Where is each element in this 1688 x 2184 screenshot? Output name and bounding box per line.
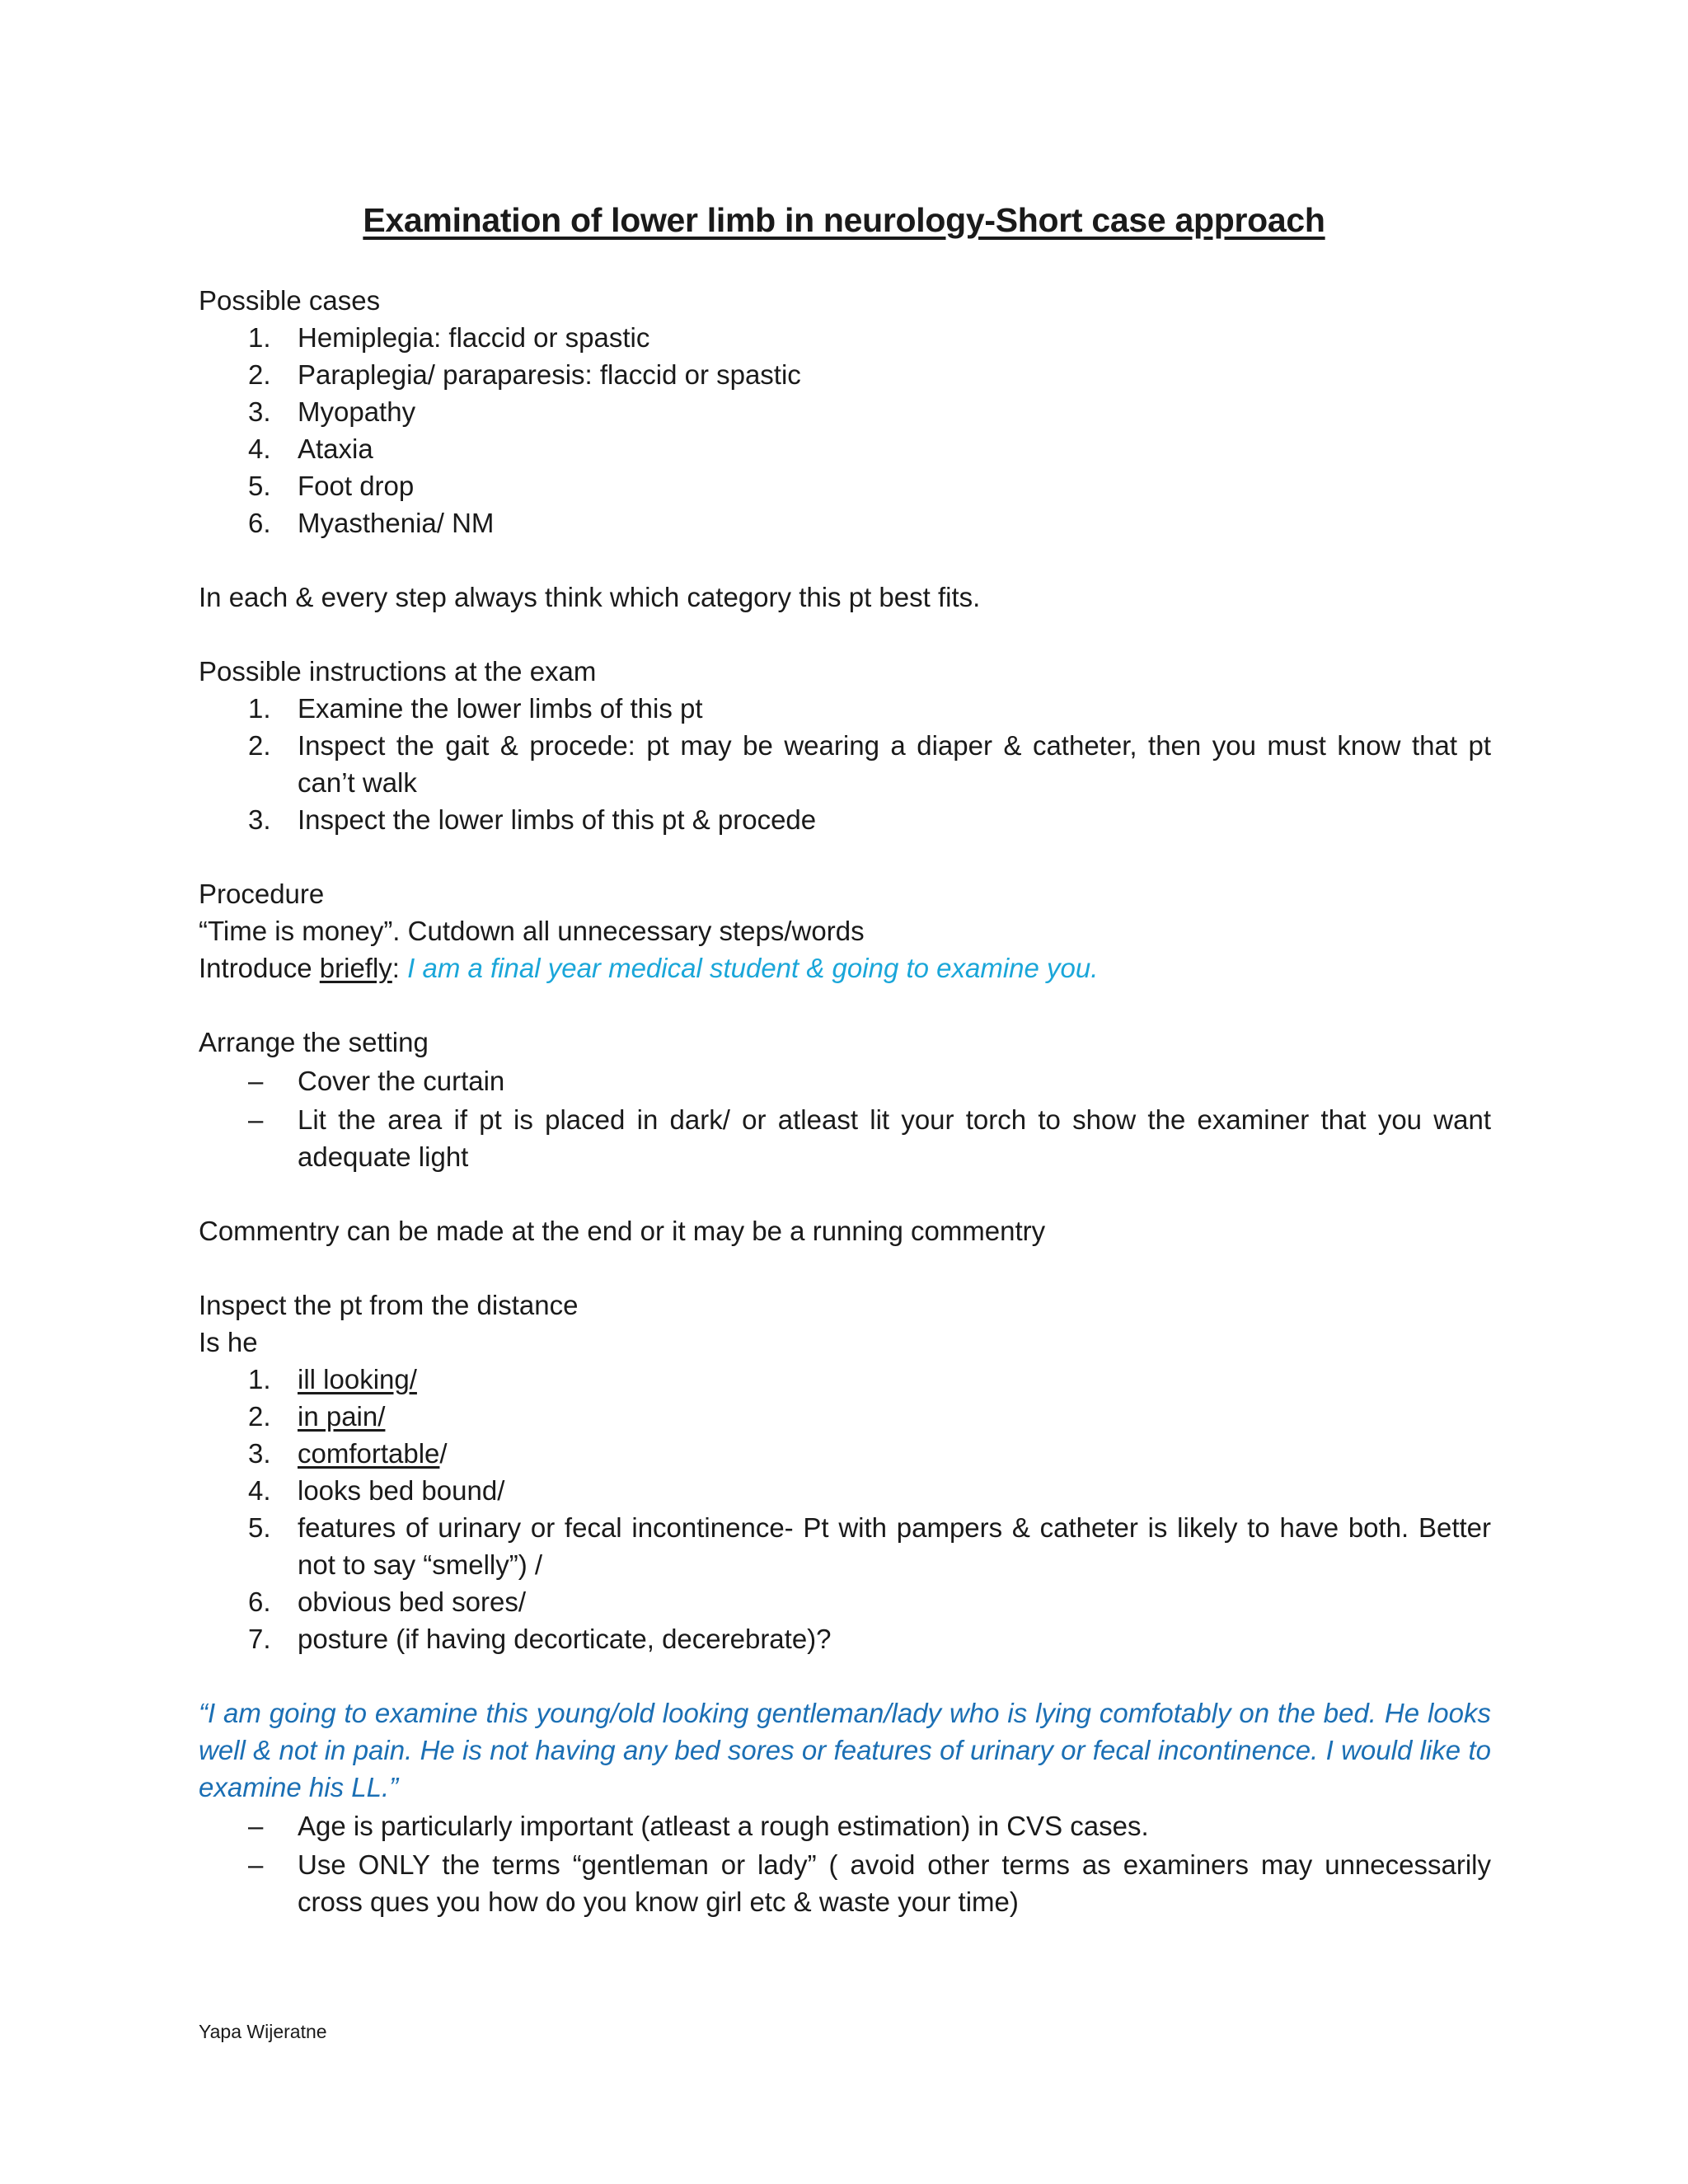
list-number: 6. <box>248 508 271 538</box>
list-item <box>199 801 1491 838</box>
list-item-text: Paraplegia/ paraparesis: flaccid or spastic <box>298 359 801 390</box>
list-item <box>199 1472 1491 1509</box>
list-item-text: Inspect the gait & procede: pt may be wearing a diaper & catheter, then you must know that pt can’t walk <box>298 730 1491 798</box>
list-item-underlined: ill looking/ <box>298 1364 417 1394</box>
list-item <box>199 1435 1491 1472</box>
list-number: 3. <box>248 396 271 427</box>
dash-bullet: – <box>248 1104 264 1135</box>
list-item-text: Ataxia <box>298 434 373 464</box>
list-item-text: Inspect the lower limbs of this pt & procede <box>298 804 817 835</box>
instructions-list <box>199 690 1491 838</box>
list-number: 2. <box>248 730 271 761</box>
list-item-text: Use ONLY the terms “gentleman or lady” ( avoid other terms as examiners may unnecessarily cross ques you how do you know girl etc & waste your time) <box>298 1849 1491 1917</box>
introduce-colon: : <box>392 953 408 983</box>
list-item <box>199 319 1491 356</box>
list-item-text: Age is particularly important (atleast a rough estimation) in CVS cases. <box>298 1811 1149 1841</box>
introduce-quote: I am a final year medical student & going to examine you. <box>407 953 1099 983</box>
introduce-prefix: Introduce <box>199 953 320 983</box>
inspect-subheading: Is he <box>199 1327 258 1357</box>
list-item-text: Myasthenia/ NM <box>298 508 495 538</box>
introduce-underlined: briefly <box>319 953 392 983</box>
model-statement: “I am going to examine this young/old looking gentleman/lady who is lying comfotably on the bed. He looks well & not in pain. He is not having any bed sores or features of urinary or fecal incontinence. I would like to examine his LL.” <box>199 1698 1491 1802</box>
dash-bullet: – <box>248 1849 264 1880</box>
list-number: 7. <box>248 1624 271 1654</box>
inspect-heading: Inspect the pt from the distance <box>199 1290 579 1320</box>
list-item-text: posture (if having decorticate, decerebrate)? <box>298 1624 832 1654</box>
list-item-text: Cover the curtain <box>298 1066 505 1096</box>
list-item <box>199 690 1491 727</box>
list-item-text: Myopathy <box>298 396 416 427</box>
list-number: 5. <box>248 471 271 501</box>
possible-cases-list <box>199 319 1491 541</box>
list-item <box>199 393 1491 430</box>
list-item-text: features of urinary or fecal incontinence- Pt with pampers & catheter is likely to have both. Better not to say “smelly”) / <box>298 1512 1491 1580</box>
list-number: 6. <box>248 1586 271 1617</box>
dash-bullet: – <box>248 1811 264 1841</box>
list-item-underlined: in pain/ <box>298 1401 386 1432</box>
procedure-heading: Procedure <box>199 879 325 909</box>
commentry-note: Commentry can be made at the end or it may be a running commentry <box>199 1216 1046 1246</box>
inspect-list <box>199 1361 1491 1657</box>
possible-cases-heading: Possible cases <box>199 285 381 316</box>
page-title: Examination of lower limb in neurology-Short case approach <box>363 201 1325 239</box>
list-number: 3. <box>248 1438 271 1469</box>
setting-list <box>199 1062 1491 1175</box>
list-item <box>199 727 1491 801</box>
instructions-heading: Possible instructions at the exam <box>199 656 597 687</box>
list-item-text: Foot drop <box>298 471 415 501</box>
footer-author: Yapa Wijeratne <box>199 2021 327 2042</box>
list-number: 5. <box>248 1512 271 1543</box>
list-item <box>199 1807 1491 1844</box>
list-item-text: looks bed bound/ <box>298 1475 505 1506</box>
list-item-text: Examine the lower limbs of this pt <box>298 693 703 724</box>
list-item <box>199 1620 1491 1657</box>
list-item <box>199 1398 1491 1435</box>
list-number: 4. <box>248 1475 271 1506</box>
list-number: 1. <box>248 322 271 353</box>
list-item <box>199 430 1491 467</box>
list-item <box>199 1361 1491 1398</box>
document-body <box>199 282 1491 1920</box>
list-number: 1. <box>248 1364 271 1394</box>
list-number: 2. <box>248 359 271 390</box>
category-note: In each & every step always think which category this pt best fits. <box>199 582 981 612</box>
list-number: 2. <box>248 1401 271 1432</box>
list-item <box>199 467 1491 504</box>
list-item <box>199 1583 1491 1620</box>
list-item-text: / <box>439 1438 448 1469</box>
list-item-underlined: comfortable <box>298 1438 440 1469</box>
time-is-money-line: “Time is money”. Cutdown all unnecessary steps/words <box>199 916 865 946</box>
statement-notes-list <box>199 1807 1491 1920</box>
list-item <box>199 356 1491 393</box>
list-item-text: obvious bed sores/ <box>298 1586 527 1617</box>
dash-bullet: – <box>248 1066 264 1096</box>
list-item-text: Hemiplegia: flaccid or spastic <box>298 322 650 353</box>
list-item <box>199 1509 1491 1583</box>
introduce-line <box>199 949 1491 987</box>
list-number: 4. <box>248 434 271 464</box>
list-item <box>199 1062 1491 1099</box>
list-item <box>199 1846 1491 1920</box>
list-item <box>199 1101 1491 1175</box>
list-number: 1. <box>248 693 271 724</box>
list-item <box>199 504 1491 541</box>
setting-heading: Arrange the setting <box>199 1027 429 1057</box>
list-number: 3. <box>248 804 271 835</box>
list-item-text: Lit the area if pt is placed in dark/ or atleast lit your torch to show the examiner that you want adequate light <box>298 1104 1491 1172</box>
